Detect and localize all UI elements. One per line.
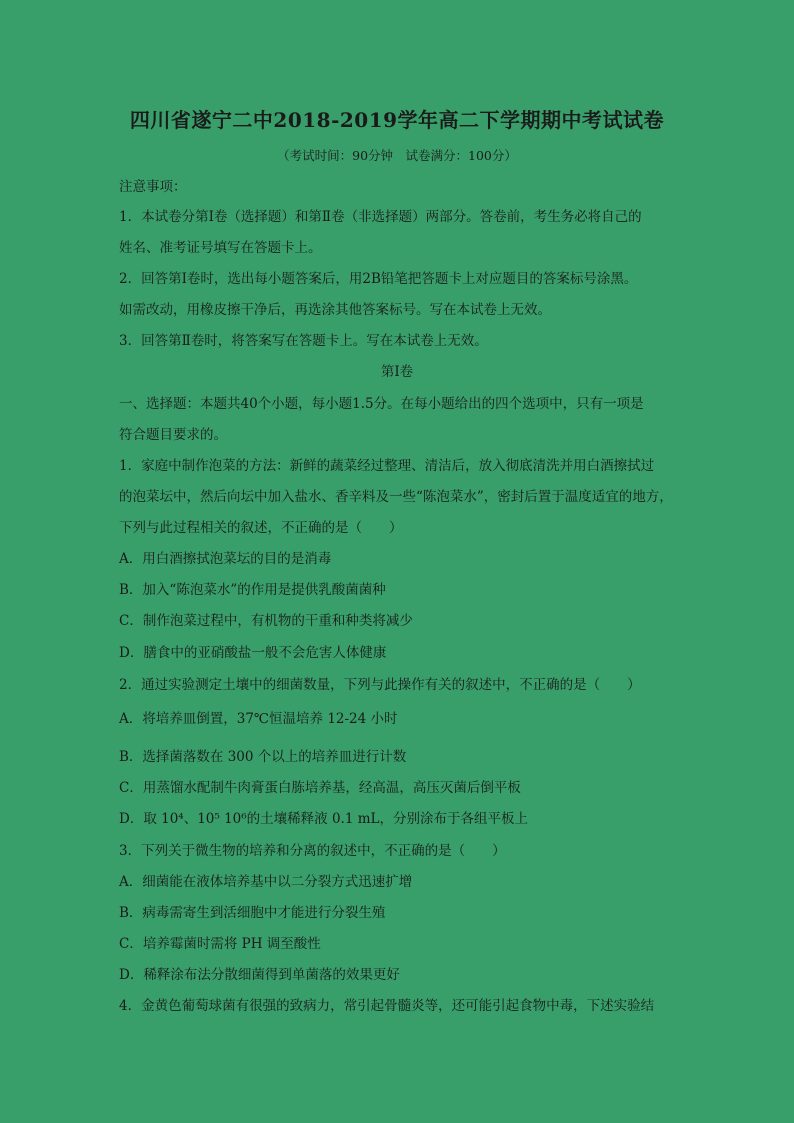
section-title: 第Ⅰ卷 [380, 364, 414, 380]
question-4-stem: 4．金黄色葡萄球菌有很强的致病力，常引起骨髓炎等，还可能引起食物中毒，下述实验结 [119, 998, 655, 1014]
question-1-option-b: B．加入“陈泡菜水”的作用是提供乳酸菌菌种 [119, 582, 386, 598]
question-1-stem: 下列与此过程相关的叙述，不正确的是（ ） [119, 520, 403, 536]
question-1-option-c: C．制作泡菜过程中，有机物的干重和种类将减少 [119, 613, 413, 629]
question-3-option-d: D．稀释涂布法分散细菌得到单菌落的效果更好 [119, 967, 400, 983]
question-1-stem: 1．家庭中制作泡菜的方法：新鲜的蔬菜经过整理、清洁后，放入彻底清洗并用白酒擦拭过 [119, 458, 655, 474]
notice-heading: 注意事项： [119, 179, 187, 195]
question-2-stem: 2．通过实验测定土壤中的细菌数量，下列与此操作有关的叙述中，不正确的是（ ） [119, 677, 641, 693]
question-2-option-c: C．用蒸馏水配制牛肉膏蛋白胨培养基，经高温，高压灭菌后倒平板 [119, 780, 521, 796]
notice-line: 3．回答第Ⅱ卷时，将答案写在答题卡上。写在本试卷上无效。 [119, 333, 488, 349]
question-3-stem: 3．下列关于微生物的培养和分离的叙述中，不正确的是（ ） [119, 843, 506, 859]
exam-title: 四川省遂宁二中2018-2019学年高二下学期期中考试试卷 [129, 108, 665, 132]
question-1-option-d: D．膳食中的亚硝酸盐一般不会危害人体健康 [119, 645, 387, 661]
question-2-option-d: D．取 10⁴、10⁵ 10⁶的土壤稀释液 0.1 mL，分别涂布于各组平板上 [119, 811, 528, 827]
question-3-option-a: A．细菌能在液体培养基中以二分裂方式迅速扩增 [119, 874, 413, 890]
question-3-option-c: C．培养霉菌时需将 PH 调至酸性 [119, 936, 321, 952]
exam-subtitle: （考试时间：90分钟 试卷满分：100分） [277, 148, 517, 163]
notice-line: 1．本试卷分第Ⅰ卷（选择题）和第Ⅱ卷（非选择题）两部分。答卷前，考生务必将自己的 [119, 209, 642, 225]
notice-line: 姓名、准考证号填写在答题卡上。 [119, 240, 322, 256]
notice-line: 2．回答第Ⅰ卷时，选出每小题答案后，用2B铅笔把答题卡上对应题目的答案标号涂黑。 [119, 271, 638, 287]
question-1-stem: 的泡菜坛中，然后向坛中加入盐水、香辛料及一些“陈泡菜水”，密封后置于温度适宜的地方， [119, 489, 673, 505]
notice-line: 如需改动，用橡皮擦干净后，再选涂其他答案标号。写在本试卷上无效。 [119, 302, 551, 318]
question-1-option-a: A．用白酒擦拭泡菜坛的目的是消毒 [119, 551, 332, 567]
question-2-option-a: A．将培养皿倒置，37℃恒温培养 12-24 小时 [119, 711, 398, 727]
section-intro: 符合题目要求的。 [119, 427, 227, 443]
question-2-option-b: B．选择菌落数在 300 个以上的培养皿进行计数 [119, 749, 407, 765]
question-3-option-b: B．病毒需寄生到活细胞中才能进行分裂生殖 [119, 905, 386, 921]
section-intro: 一、选择题：本题共40个小题，每小题1.5分。在每小题给出的四个选项中，只有一项是 [119, 396, 644, 412]
